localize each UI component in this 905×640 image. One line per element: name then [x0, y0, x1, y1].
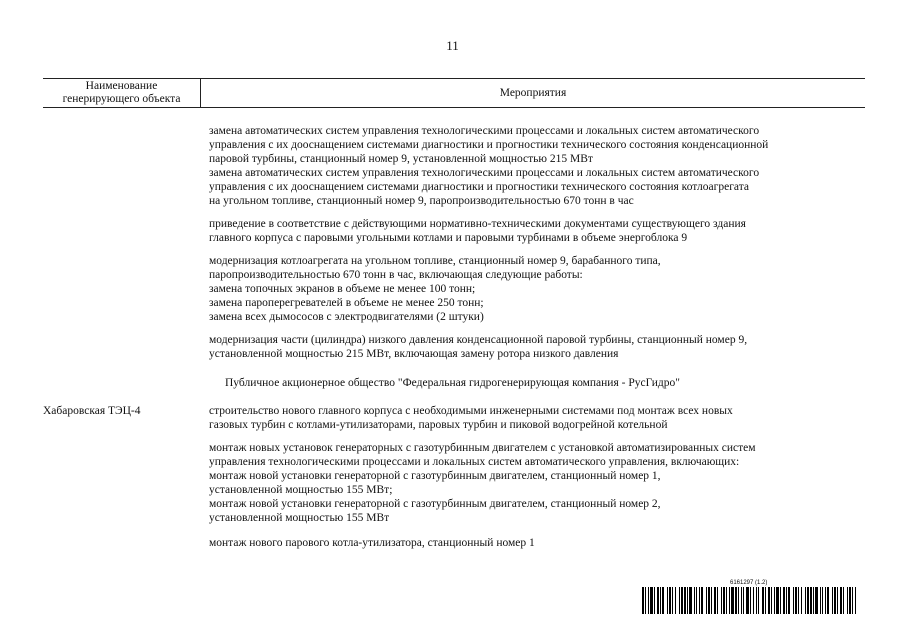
organization-title: Публичное акционерное общество "Федеральная гидрогенерирующая компания - РусГидро": [225, 377, 680, 389]
header-facility-name-text: Наименование генерирующего объекта: [62, 80, 181, 105]
measure-block-4: модернизация части (цилиндра) низкого давления конденсационной паровой турбины, станционный номер 9, установленной мощностью 215 МВт, включающая замену ротора низкого давления: [209, 334, 748, 360]
facility-name: Хабаровская ТЭЦ-4: [43, 405, 141, 417]
header-facility-name: [43, 79, 201, 107]
document-code: 6161297 (1.2): [730, 580, 768, 586]
barcode-icon: [642, 587, 857, 614]
table-header: [43, 78, 865, 108]
page-number: 11: [446, 38, 459, 53]
measure-block-2: приведение в соответствие с действующими нормативно-техническими документами существующего здания главного корпуса с паровыми угольными котлами и паровыми турбинами в объеме энергоблока 9: [209, 218, 746, 244]
facility-measure-block-3: монтаж нового парового котла-утилизатора, станционный номер 1: [209, 537, 535, 549]
facility-measure-block-2: монтаж новых установок генераторных с газотурбинным двигателем с установкой автоматизированных систем управления технологическими процессами и локальных систем автоматического управления, включающих: монтаж новой установки генераторной с газотурбинным двигателем, станционный номер 1, установленной мощностью 155 МВт; монтаж новой установки генераторной с газотурбинным двигателем, станционный номер 2, установленной мощностью 155 МВт: [209, 442, 756, 524]
facility-measure-block-1: строительство нового главного корпуса с необходимыми инженерными системами под монтаж всех новых газовых турбин с котлами-утилизаторами, паровых турбин и пиковой водогрейной котельной: [209, 405, 733, 431]
header-measures: Мероприятия: [499, 87, 567, 99]
measure-block-1: замена автоматических систем управления технологическими процессами и локальных систем автоматического управления с их дооснащением системами диагностики и прогностики технического состояния конденсационной паровой турбины, станционный номер 9, установленной мощностью 215 МВт замена автоматических систем управления технологическими процессами и локальных систем автоматического управления с их дооснащением системами диагностики и прогностики технического состояния котлоагрегата на угольном топливе, станционный номер 9, паропроизводительностью 670 тонн в час: [209, 125, 769, 207]
measure-block-3: модернизация котлоагрегата на угольном топливе, станционный номер 9, барабанного типа, паропроизводительностью 670 тонн в час, включающая следующие работы: замена топочных экранов в объеме не менее 100 тонн; замена пароперегревателей в объеме не менее 250 тонн; замена всех дымососов с электродвигателями (2 штуки): [209, 255, 661, 323]
